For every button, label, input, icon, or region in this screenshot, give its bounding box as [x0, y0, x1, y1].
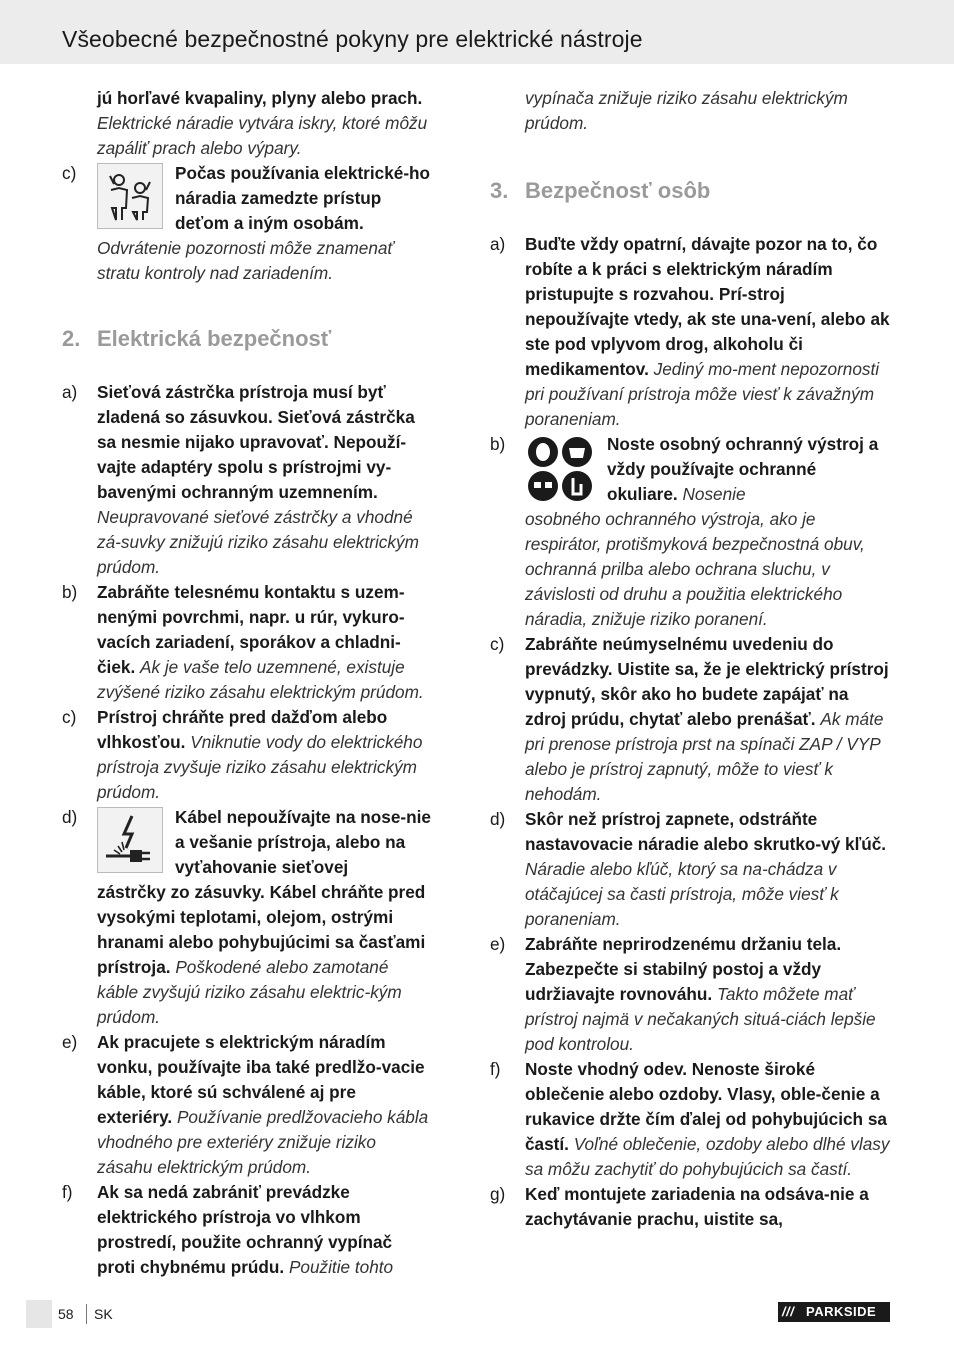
- item-bold: Buďte vždy opatrní, dávajte pozor na to, čo robíte a k práci s elektrickým náradím pristupujte s rozvahou. Prí-stroj nepoužívajte vtedy, ak ste una-vení, alebo ak ste pod vplyvom drog, alkoholu či medikamentov.: [525, 234, 890, 379]
- brand-logo: [778, 1302, 890, 1322]
- item-c-top: [62, 161, 434, 286]
- section-number: 3.: [490, 178, 509, 203]
- item-bold-pic: Noste osobný ochranný výstroj a vždy používajte ochranné okuliare.: [607, 434, 879, 504]
- intro-bold: jú horľavé kvapaliny, plyny alebo prach.: [97, 88, 423, 108]
- section-title: Elektrická bezpečnosť: [97, 326, 332, 351]
- section-heading: [62, 324, 434, 354]
- section-number: 2.: [62, 326, 81, 351]
- item-marker: c): [490, 634, 505, 654]
- item-italic: Odvrátenie pozornosti môže znamenať stratu kontroly nad zariadením.: [97, 238, 394, 283]
- item-marker: a): [62, 382, 78, 402]
- list-item: [490, 807, 890, 932]
- item-bold: Ak pracujete s elektrickým náradím vonku, používajte iba také predlžo-vacie káble, ktoré sú schválené aj pre exteriéry.: [97, 1032, 425, 1127]
- item-bold: Noste vhodný odev. Nenoste široké oblečenie alebo ozdoby. Vlasy, oble-čenie a rukavice držte čím ďalej od pohybujúcich sa častí.: [525, 1059, 887, 1154]
- item-marker: c): [62, 163, 77, 183]
- footer-divider: [86, 1304, 87, 1324]
- item-italic: Voľné oblečenie, ozdoby alebo dlhé vlasy sa môžu zachytiť do pohybujúcich sa častí.: [525, 1134, 890, 1179]
- intro-italic: Elektrické náradie vytvára iskry, ktoré môžu zapáliť prach alebo výpary.: [97, 113, 428, 158]
- item-marker: g): [490, 1184, 506, 1204]
- item-bold: Zabráňte neúmyselnému uvedeniu do prevádzky. Uistite sa, že je elektrický prístroj vypnutý, skôr ako ho budete zapájať na zdroj prúdu, chytať alebo prenášať.: [525, 634, 889, 729]
- list-item: [62, 1030, 434, 1180]
- item-bold: Sieťová zástrčka prístroja musí byť zladená so zásuvkou. Sieťová zástrčka sa nesmie nijako upravovať. Nepouží-vajte adaptéry spolu s prístrojmi vy-bavenými ochranným uzemnením.: [97, 382, 415, 502]
- item-bold: zástrčky zo zásuvky. Kábel chráňte pred vysokými teplotami, olejom, ostrými hranami alebo pohybujúcimi sa časťami prístroja.: [97, 882, 426, 977]
- item-marker: e): [62, 1032, 78, 1052]
- list-item: [490, 232, 890, 432]
- language-code: SK: [94, 1306, 113, 1322]
- item-marker: b): [490, 434, 506, 454]
- children-away-icon: [97, 163, 163, 229]
- item-italic: Použitie tohto: [288, 1257, 394, 1277]
- item-marker: e): [490, 934, 506, 954]
- item-bold: Ak sa nedá zabrániť prevádzke elektrického prístroja vo vlhkom prostredí, použite ochranný vypínač proti chybnému prúdu.: [97, 1182, 393, 1277]
- page-header: [0, 0, 954, 64]
- item-italic: Používanie predlžovacieho kábla vhodného pre exteriéry znižuje riziko zásahu elektrickým prúdom.: [97, 1107, 429, 1177]
- item-b: [490, 432, 890, 632]
- list-item: [490, 1182, 890, 1232]
- item-italic-pic: Nosenie: [682, 484, 746, 504]
- item-bold: Zabráňte neprirodzenému držaniu tela. Zabezpečte si stabilný postoj a vždy udržiavajte rovnováhu.: [525, 934, 842, 1004]
- item-bold: Keď montujete zariadenia na odsáva-nie a zachytávanie prachu, uistite sa,: [525, 1184, 869, 1229]
- page-title: Všeobecné bezpečnostné pokyny pre elektrické nástroje: [62, 26, 643, 52]
- left-column: [62, 86, 434, 1280]
- item-italic: Ak je vaše telo uzemnené, existuje zvýšené riziko zásahu elektrickým prúdom.: [97, 657, 424, 702]
- list-item: [490, 932, 890, 1057]
- logo-stripes: ///: [782, 1304, 795, 1319]
- intro-paragraph: [62, 86, 434, 161]
- cable-hazard-icon: [97, 807, 163, 873]
- item-marker: f): [490, 1059, 501, 1079]
- list-item: [62, 580, 434, 705]
- list-item: [490, 632, 890, 807]
- item-bold: Prístroj chráňte pred dažďom alebo vlhkosťou.: [97, 707, 388, 752]
- item-marker: f): [62, 1182, 73, 1202]
- continuation-paragraph: [490, 86, 890, 136]
- brand-name: PARKSIDE: [806, 1304, 877, 1319]
- item-italic: Poškodené alebo zamotané káble zvyšujú riziko zásahu elektric-kým prúdom.: [97, 957, 402, 1027]
- item-italic: osobného ochranného výstroja, ako je respirátor, protišmyková bezpečnostná obuv, ochranná prilba alebo ochrana sluchu, v závislosti od druhu a použitia elektrického náradia, znižuje riziko poranení.: [525, 509, 865, 629]
- item-italic: Ak máte pri prenose prístroja prst na spínači ZAP / VYP alebo je prístroj zapnutý, môže to viesť k nehodám.: [525, 709, 884, 804]
- item-marker: d): [62, 807, 78, 827]
- item-marker: a): [490, 234, 506, 254]
- item-d: [62, 805, 434, 1030]
- item-bold-pic: Kábel nepoužívajte na nose-nie a vešanie prístroja, alebo na vyťahovanie sieťovej: [175, 807, 431, 877]
- section-heading: [490, 176, 890, 206]
- item-marker: b): [62, 582, 78, 602]
- list-item: [62, 380, 434, 580]
- page-number-tab: [26, 1300, 52, 1328]
- item-marker: d): [490, 809, 506, 829]
- item-bold: Skôr než prístroj zapnete, odstráňte nastavovacie náradie alebo skrutko-vý kľúč.: [525, 809, 887, 854]
- protective-equipment-icon: [525, 434, 595, 504]
- section-title: Bezpečnosť osôb: [525, 178, 711, 203]
- item-italic: Neupravované sieťové zástrčky a vhodné zá-suvky znižujú riziko zásahu elektrickým prúdom.: [97, 507, 419, 577]
- item-marker: c): [62, 707, 77, 727]
- item-bold: Zabráňte telesnému kontaktu s uzem-nenými povrchmi, napr. u rúr, vykuro-vacích zariadení, sporákov a chladni-čiek.: [97, 582, 405, 677]
- list-item: [62, 1180, 434, 1280]
- item-italic: Jediný mo-ment nepozornosti pri používaní prístroja môže viesť k závažným poraneniam.: [525, 359, 880, 429]
- page-number: 58: [58, 1306, 74, 1322]
- item-bold: Počas používania elektrické-ho náradia zamedzte prístup deťom a iným osobám.: [175, 163, 431, 233]
- item-italic: Vniknutie vody do elektrického prístroja zvyšuje riziko zásahu elektrickým prúdom.: [97, 732, 423, 802]
- item-italic: Takto môžete mať prístroj najmä v nečakaných situá-ciách lepšie pod kontrolou.: [525, 984, 876, 1054]
- right-column: [490, 86, 890, 1232]
- continuation-italic: vypínača znižuje riziko zásahu elektrickým prúdom.: [525, 88, 848, 133]
- list-item: [490, 1057, 890, 1182]
- list-item: [62, 705, 434, 805]
- item-italic: Náradie alebo kľúč, ktorý sa na-chádza v otáčajúcej sa časti prístroja, môže viesť k poraneniam.: [525, 859, 839, 929]
